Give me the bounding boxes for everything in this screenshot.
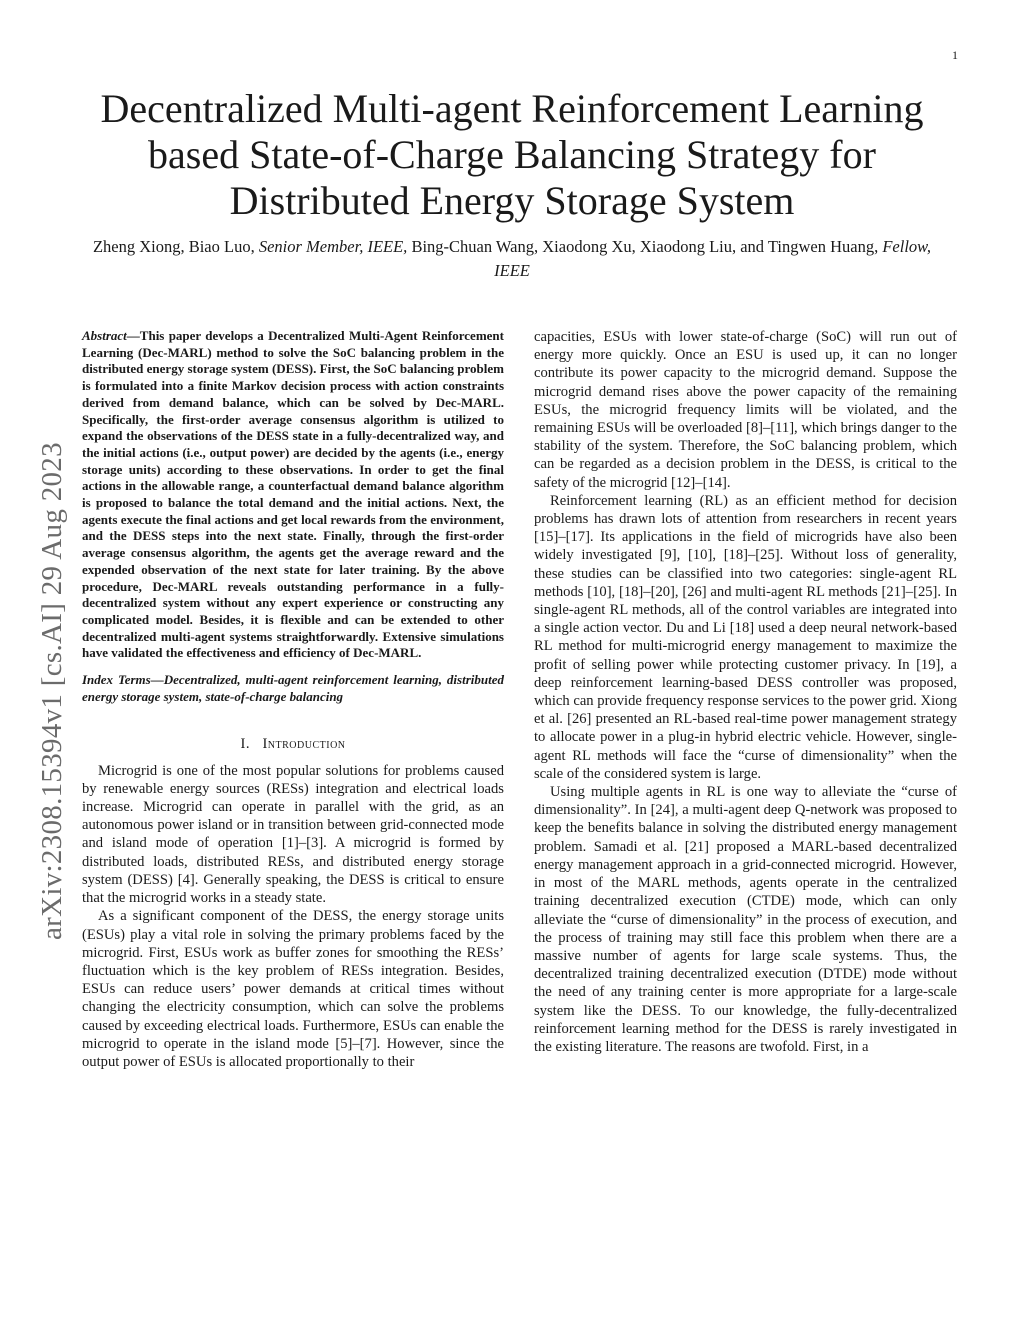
intro-paragraph-2: As a significant component of the DESS, the energy storage units (ESUs) play a vital role in solving the primary problems faced by the microgrid. First, ESUs work as buffer zones for smoothing the RESs’ fluctuation which is the key problem of RESs integration. Besides, ESUs can reduce users’ power demands at critical times without changing the electricity consumption, which can solve the problems caused by exceeding electrical loads. Furthermore, ESUs can enable the microgrid to operate in the island mode [5]–[7]. However, since the output power of ESUs is allocated proportionally to their xyxy=(82,908,504,1070)
authors-part-1: Zheng Xiong, Biao Luo, xyxy=(92,237,259,256)
left-column xyxy=(82,328,504,1071)
paper-title: Decentralized Multi-agent Reinforcement Learning based State-of-Charge Balancing Strategy for Distributed Energy Storage System xyxy=(100,86,924,223)
intro-paragraph-4: Reinforcement learning (RL) as an efficient method for decision problems has drawn lots of attention from researchers in recent years [15]–[17]. Its applications in the field of microgrids have also been widely investigated [9], [10], [18]–[25]. Without loss of generality, these studies can be classified into two categories: single-agent RL methods [10], [18]–[20], [26] and multi-agent RL methods [21]–[25]. In single-agent RL methods, all of the control variables are integrated into a single action vector. Du and Li [18] used a deep neural network-based RL method for multi-microgrid energy management to maximize the profit of selling power while protecting customer privacy. In [19], a deep reinforcement learning-based DESS controller was proposed, which can provide frequency response services to the power grid. Xiong et al. [26] presented an RL-based real-time power management strategy to allocate power in a plug-in hybrid electric vehicle. However, single-agent RL methods will face the “curse of dimensionality” when the scale of the considered system is large. xyxy=(534,492,957,782)
author-list xyxy=(80,235,944,283)
luo-membership: Senior Member, IEEE, xyxy=(258,237,408,256)
section-title: Introduction xyxy=(262,736,346,753)
intro-paragraph-1: Microgrid is one of the most popular solutions for problems caused by renewable energy sources (RESs) integration and electrical loads increase. Microgrid can operate in parallel with the grid, as an autonomous power island or in transition between grid-connected mode and island mode of operation [1]–[3]. A microgrid is formed by distributed loads, distributed RESs, and distributed energy storage system (DESS) [4]. Generally speaking, the DESS is critical to ensure that the microgrid works in a steady state. xyxy=(82,762,504,907)
abstract-label: Abstract xyxy=(82,328,127,343)
index-terms: Index Terms—Decentralized, multi-agent reinforcement learning, distributed energy storage system, state-of-charge balancing xyxy=(82,672,504,704)
section-heading-introduction xyxy=(82,735,504,753)
section-numeral: I. xyxy=(240,736,250,753)
arxiv-identifier: arXiv:2308.15394v1 [cs.AI] 29 Aug 2023 xyxy=(36,442,68,940)
abstract xyxy=(82,328,504,662)
intro-paragraph-3: capacities, ESUs with lower state-of-charge (SoC) will run out of energy more quickly. Once an ESU is used up, it can no longer contribute its power capacity to the microgrid demand. Suppose the microgrid demand rises above the power capacity of the remaining ESUs, the microgrid frequency limits will be violated, and the remaining ESUs will be overloaded [8]–[11], which brings danger to the stability of the system. Therefore, the SoC balancing problem, which can be regarded as a decision problem in the DESS, is critical to the safety of the microgrid [12]–[14]. xyxy=(534,329,957,491)
page-number: 1 xyxy=(952,48,958,62)
huang-membership: Fellow, IEEE xyxy=(494,237,932,280)
right-column xyxy=(534,328,957,1056)
intro-paragraph-5: Using multiple agents in RL is one way to alleviate the “curse of dimensionality”. In [24], a multi-agent deep Q-network was proposed to keep the benefits balance in solving the distributed energy management problem. Samadi et al. [21] proposed a MARL-based decentralized energy management approach in a grid-connected microgrid. However, in most of the MARL methods, agents operate in the centralized training decentralized execution (CTDE) mode, which can only alleviate the “curse of dimensionality” in the process of execution, and the process of training may still face this problem when there are a massive number of agents for large scale systems. Thus, the decentralized training decentralized execution (DTDE) mode without the need of any training center is more appropriate for a large-scale system like the DESS. To our knowledge, the fully-decentralized reinforcement learning method for the DESS is rarely investigated in the existing literature. The reasons are twofold. First, in a xyxy=(534,784,957,1055)
authors-part-2: Bing-Chuan Wang, Xiaodong Xu, Xiaodong Liu, and Tingwen Huang, xyxy=(407,237,883,256)
abstract-text: —This paper develops a Decentralized Multi-Agent Reinforcement Learning (Dec-MARL) method to solve the SoC balancing problem in the distributed energy storage system (DESS). First, the SoC balancing problem is formulated into a finite Markov decision process with action constraints derived from demand balance, which can be solved by Dec-MARL. Specifically, the first-order average consensus algorithm is utilized to expand the observations of the DESS state in a fully-decentralized way, and the initial actions (i.e., output power) are decided by the agents (i.e., energy storage units) according to these observations. In order to get the final actions in the allowable range, a counterfactual demand balance algorithm is proposed to balance the total demand and the initial actions. Next, the agents execute the final actions and get local rewards from the environment, and the DESS steps into the next state. Finally, through the first-order average consensus algorithm, the agents get the average reward and the expended observation of the next state for later training. By the above procedure, Dec-MARL reveals outstanding performance in a fully-decentralized system without any expert experience or constructing any complicated model. Besides, it is flexible and can be extended to other decentralized multi-agent systems straightforwardly. Extensive simulations have validated the effectiveness and efficiency of Dec-MARL. xyxy=(82,328,504,661)
